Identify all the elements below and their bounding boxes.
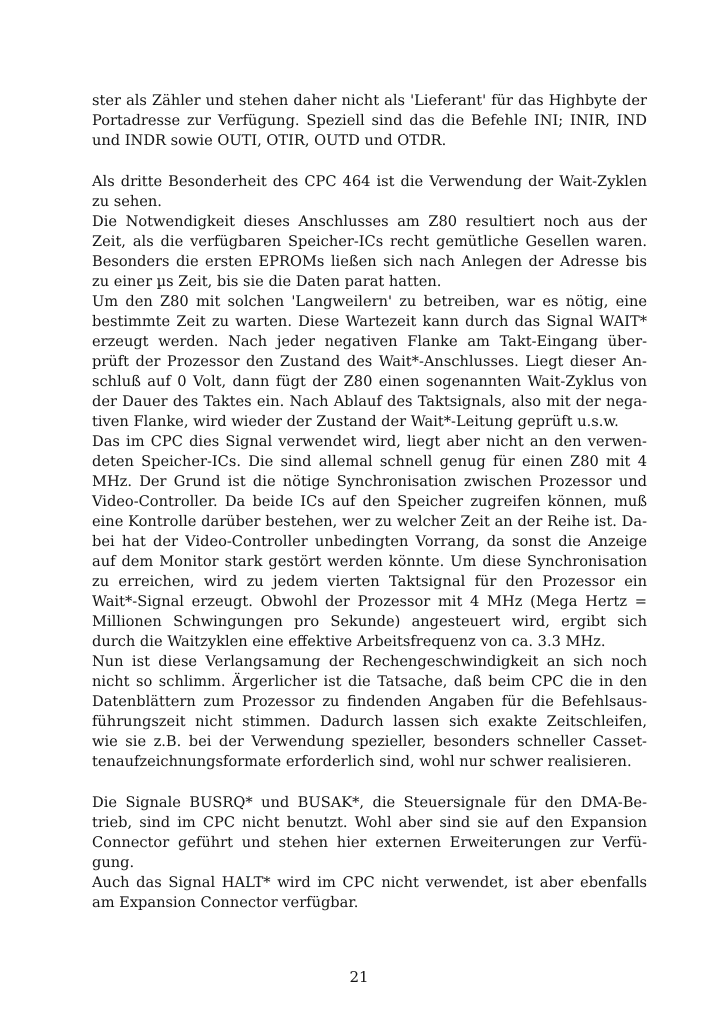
text-line: auf dem Monitor stark gestört werden könnte. Um diese Synchronisation: [92, 553, 647, 570]
text-line: nicht so schlimm. Ärgerlicher ist die Tatsache, daß beim CPC die in den: [92, 673, 647, 690]
text-line: Millionen Schwingungen pro Sekunde) angesteuert wird, ergibt sich: [92, 613, 647, 630]
text-line: bei hat der Video-Controller unbedingten Vorrang, da sonst die Anzeige: [92, 533, 647, 550]
text-line: Connector geführt und stehen hier externen Erweiterungen zur Verfü-: [92, 834, 647, 851]
text-line: trieb, sind im CPC nicht benutzt. Wohl aber sind sie auf den Expansion: [92, 814, 647, 831]
text-line: zu einer µs Zeit, bis sie die Daten parat hatten.: [92, 273, 442, 290]
text-line: Besonders die ersten EPROMs ließen sich nach Anlegen der Adresse bis: [92, 253, 647, 270]
text-line: Die Notwendigkeit dieses Anschlusses am Z80 resultiert noch aus der: [92, 213, 647, 230]
text-line: der Dauer des Taktes ein. Nach Ablauf des Taktsignals, also mit der nega-: [92, 393, 647, 410]
text-line: MHz. Der Grund ist die nötige Synchronisation zwischen Prozessor und: [92, 473, 647, 490]
paragraph-3: [92, 793, 647, 913]
text-line: Datenblättern zum Prozessor zu findenden Angaben für die Befehlsaus-: [92, 693, 647, 710]
text-line: Wait*-Signal erzeugt. Obwohl der Prozessor mit 4 MHz (Mega Hertz =: [92, 593, 647, 610]
text-line: Nun ist diese Verlangsamung der Rechengeschwindigkeit an sich noch: [92, 653, 647, 670]
text-line: durch die Waitzyklen eine effektive Arbeitsfrequenz von ca. 3.3 MHz.: [92, 633, 606, 650]
text-line: zu erreichen, wird zu jedem vierten Taktsignal für den Prozessor ein: [92, 573, 647, 590]
paragraph-1: [92, 91, 647, 151]
text-line: eine Kontrolle darüber bestehen, wer zu welcher Zeit an der Reihe ist. Da-: [92, 513, 647, 530]
text-line: tiven Flanke, wird wieder der Zustand der Wait*-Leitung geprüft u.s.w.: [92, 413, 619, 430]
text-line: Als dritte Besonderheit des CPC 464 ist die Verwendung der Wait-Zyklen: [92, 173, 647, 190]
text-line: erzeugt werden. Nach jeder negativen Flanke am Takt-Eingang über-: [92, 333, 647, 350]
text-line: bestimmte Zeit zu warten. Diese Wartezeit kann durch das Signal WAIT*: [92, 313, 647, 330]
text-line: gung.: [92, 854, 135, 871]
page-number: 21: [349, 968, 369, 986]
text-line: Das im CPC dies Signal verwendet wird, liegt aber nicht an den verwen-: [92, 433, 647, 450]
text-line: Portadresse zur Verfügung. Speziell sind das die Befehle INI; INIR, IND: [92, 112, 647, 129]
text-line: prüft der Prozessor den Zustand des Wait*-Anschlusses. Liegt dieser An-: [92, 353, 647, 370]
text-line: ster als Zähler und stehen daher nicht als 'Lieferant' für das Highbyte der: [92, 92, 647, 109]
text-line: wie sie z.B. bei der Verwendung spezieller, besonders schneller Casset-: [92, 733, 647, 750]
text-line: führungszeit nicht stimmen. Dadurch lassen sich exakte Zeitschleifen,: [92, 713, 647, 730]
text-line: zu sehen.: [92, 193, 162, 210]
text-line: Auch das Signal HALT* wird im CPC nicht verwendet, ist aber ebenfalls: [92, 874, 647, 891]
text-line: tenaufzeichnungsformate erforderlich sind, wohl nur schwer realisieren.: [92, 753, 632, 770]
text-line: deten Speicher-ICs. Die sind allemal schnell genug für einen Z80 mit 4: [92, 453, 647, 470]
text-line: und INDR sowie OUTI, OTIR, OUTD und OTDR.: [92, 132, 447, 149]
text-line: Zeit, als die verfügbaren Speicher-ICs recht gemütliche Gesellen waren.: [92, 233, 647, 250]
text-line: schluß auf 0 Volt, dann fügt der Z80 einen sogenannten Wait-Zyklus von: [92, 373, 647, 390]
text-line: Die Signale BUSRQ* und BUSAK*, die Steuersignale für den DMA-Be-: [92, 794, 647, 811]
page-body: [92, 91, 647, 934]
text-line: Um den Z80 mit solchen 'Langweilern' zu betreiben, war es nötig, eine: [92, 293, 647, 310]
paragraph-2: [92, 172, 647, 772]
text-line: am Expansion Connector verfügbar.: [92, 894, 359, 911]
text-line: Video-Controller. Da beide ICs auf den Speicher zugreifen können, muß: [92, 493, 647, 510]
